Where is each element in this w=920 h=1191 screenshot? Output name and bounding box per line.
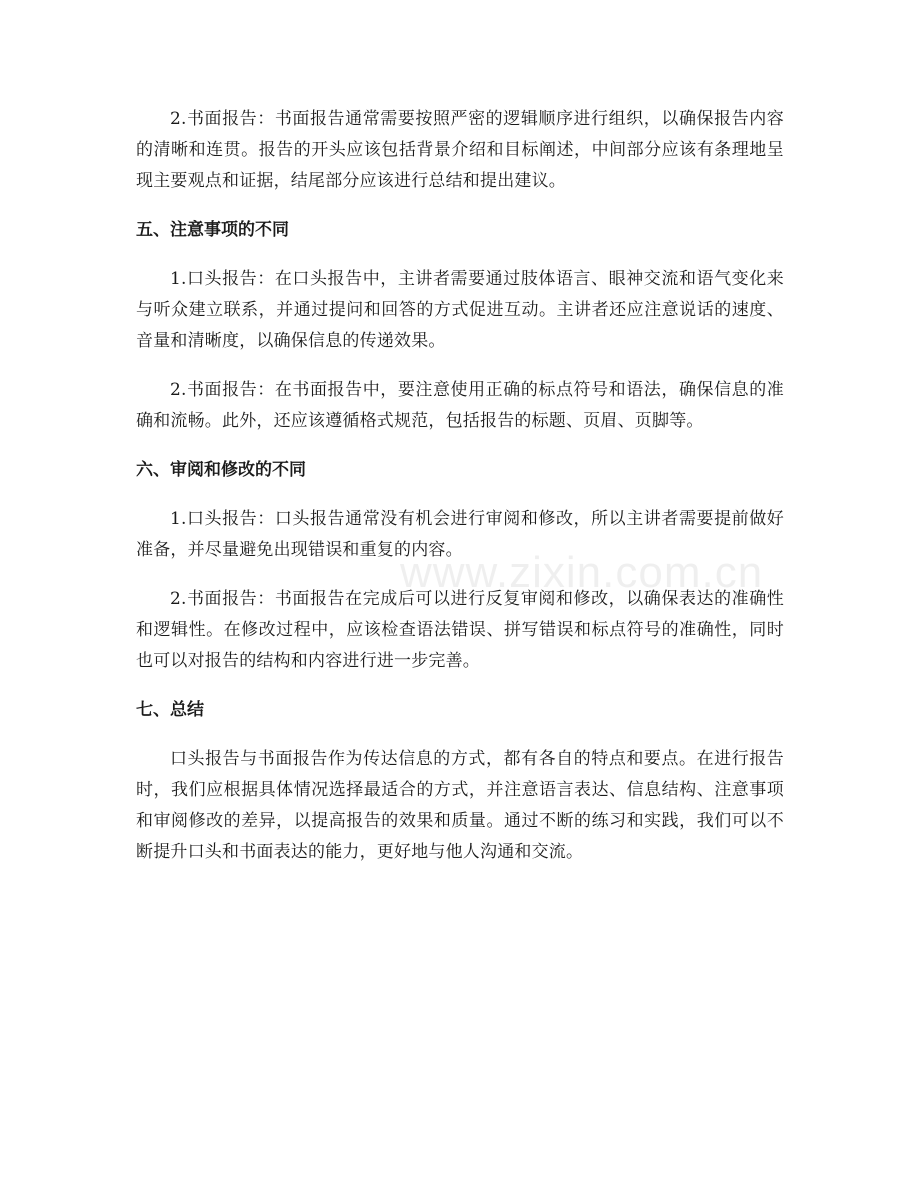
- document-body: [136, 104, 784, 886]
- section-heading-7: 七、总结: [136, 700, 204, 720]
- paragraph-summary: 口头报告与书面报告作为传达信息的方式，都有各自的特点和要点。在进行报告时，我们应根据具体情况选择最适合的方式，并注意语言表达、信息结构、注意事项和审阅修改的差异，以提高报告的效果和质量。通过不断的练习和实践，我们可以不断提升口头和书面表达的能力，更好地与他人沟通和交流。: [136, 749, 784, 862]
- paragraph-written-report-notes: 2.书面报告：在书面报告中，要注意使用正确的标点符号和语法，确保信息的准确和流畅。此外，还应该遵循格式规范，包括报告的标题、页眉、页脚等。: [136, 380, 784, 431]
- section-heading-5: 五、注意事项的不同: [136, 220, 289, 240]
- paragraph-oral-report-review: 1.口头报告：口头报告通常没有机会进行审阅和修改，所以主讲者需要提前做好准备，并尽量避免出现错误和重复的内容。: [136, 509, 784, 560]
- paragraph-written-report-review: 2.书面报告：书面报告在完成后可以进行反复审阅和修改，以确保表达的准确性和逻辑性。在修改过程中，应该检查语法错误、拼写错误和标点符号的准确性，同时也可以对报告的结构和内容进行进一步完善。: [136, 589, 784, 671]
- watermark: www.zixin.com.cn: [400, 548, 764, 597]
- paragraph-written-report-structure: 2.书面报告：书面报告通常需要按照严密的逻辑顺序进行组织，以确保报告内容的清晰和连贯。报告的开头应该包括背景介绍和目标阐述，中间部分应该有条理地呈现主要观点和证据，结尾部分应该进行总结和提出建议。: [136, 109, 784, 191]
- paragraph-oral-report-notes: 1.口头报告：在口头报告中，主讲者需要通过肢体语言、眼神交流和语气变化来与听众建立联系，并通过提问和回答的方式促进互动。主讲者还应注意说话的速度、音量和清晰度，以确保信息的传递效果。: [136, 269, 784, 351]
- section-heading-6: 六、审阅和修改的不同: [136, 460, 306, 480]
